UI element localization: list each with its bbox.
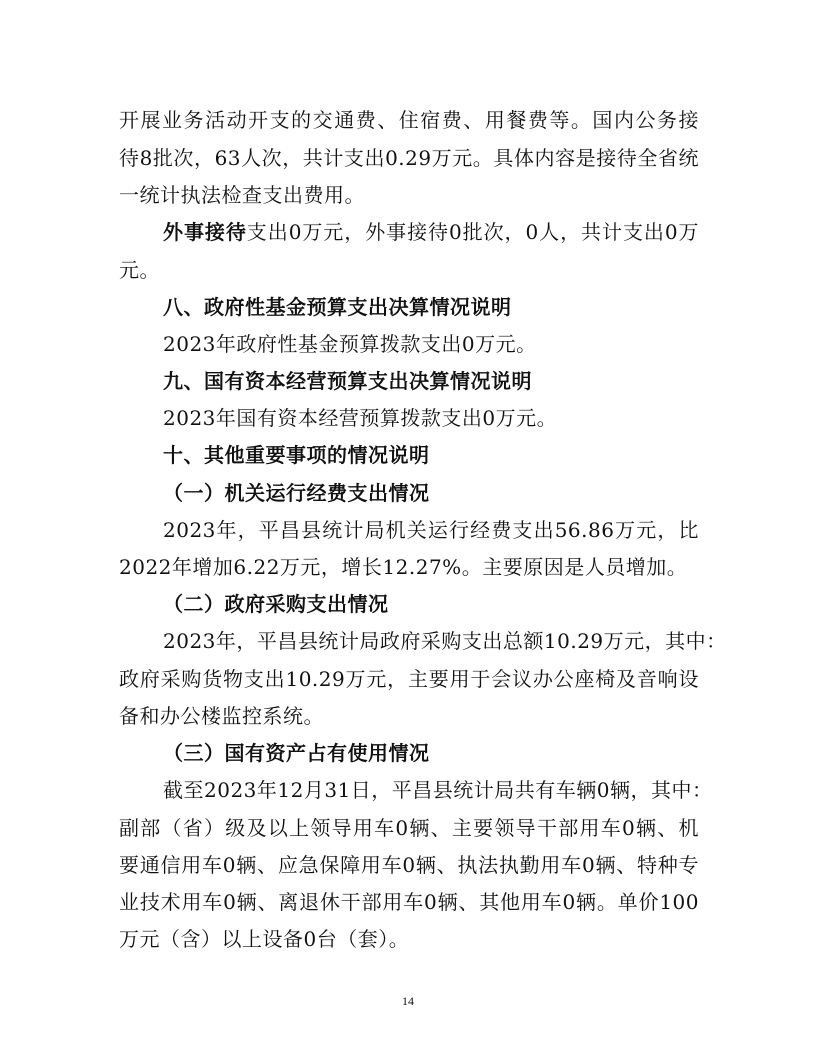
paragraph-gov-fund: 2023年政府性基金预算拨款支出0万元。 xyxy=(163,332,537,356)
heading-operating-expenses: （一）机关运行经费支出情况 xyxy=(163,481,430,505)
foreign-reception-lead: 外事接待 xyxy=(163,220,247,244)
paragraph-travel-line-1: 开展业务活动开支的交通费、住宿费、用餐费等。国内公务接 xyxy=(119,108,699,132)
heading-other-matters: 十、其他重要事项的情况说明 xyxy=(163,443,430,467)
paragraph-assets-line-5: 万元（含）以上设备0台（套）。 xyxy=(119,927,410,951)
paragraph-travel-line-3: 一统计执法检查支出费用。 xyxy=(119,183,365,207)
paragraph-assets-line-3: 要通信用车0辆、应急保障用车0辆、执法执勤用车0辆、特种专 xyxy=(119,853,699,877)
heading-gov-fund: 八、政府性基金预算支出决算情况说明 xyxy=(163,295,512,319)
paragraph-state-capital: 2023年国有资本经营预算拨款支出0万元。 xyxy=(163,406,558,430)
paragraph-procurement-line-3: 备和办公楼监控系统。 xyxy=(119,704,324,728)
paragraph-procurement-line-2: 政府采购货物支出10.29万元，主要用于会议办公座椅及音响设 xyxy=(119,667,699,691)
paragraph-operating-line-1: 2023年，平昌县统计局机关运行经费支出56.86万元，比 xyxy=(163,518,699,542)
paragraph-operating-line-2: 2022年增加6.22万元，增长12.27%。主要原因是人员增加。 xyxy=(119,555,688,579)
heading-state-capital: 九、国有资本经营预算支出决算情况说明 xyxy=(163,369,532,393)
foreign-reception-text: 支出0万元，外事接待0批次，0人，共计支出0万 xyxy=(246,220,700,244)
paragraph-assets-line-4: 业技术用车0辆、离退休干部用车0辆、其他用车0辆。单价100 xyxy=(119,890,699,914)
paragraph-foreign-line-2: 元。 xyxy=(119,258,160,282)
paragraph-procurement-line-1: 2023年，平昌县统计局政府采购支出总额10.29万元，其中： xyxy=(163,629,727,653)
paragraph-foreign-line-1 xyxy=(163,220,699,244)
paragraph-assets-line-2: 副部（省）级及以上领导用车0辆、主要领导干部用车0辆、机 xyxy=(119,816,699,840)
heading-state-assets: （三）国有资产占有使用情况 xyxy=(163,741,430,765)
paragraph-assets-line-1: 截至2023年12月31日，平昌县统计局共有车辆0辆，其中： xyxy=(163,778,713,802)
paragraph-travel-line-2: 待8批次，63人次，共计支出0.29万元。具体内容是接待全省统 xyxy=(119,146,699,170)
heading-procurement: （二）政府采购支出情况 xyxy=(163,592,389,616)
page-number: 14 xyxy=(402,994,414,1008)
